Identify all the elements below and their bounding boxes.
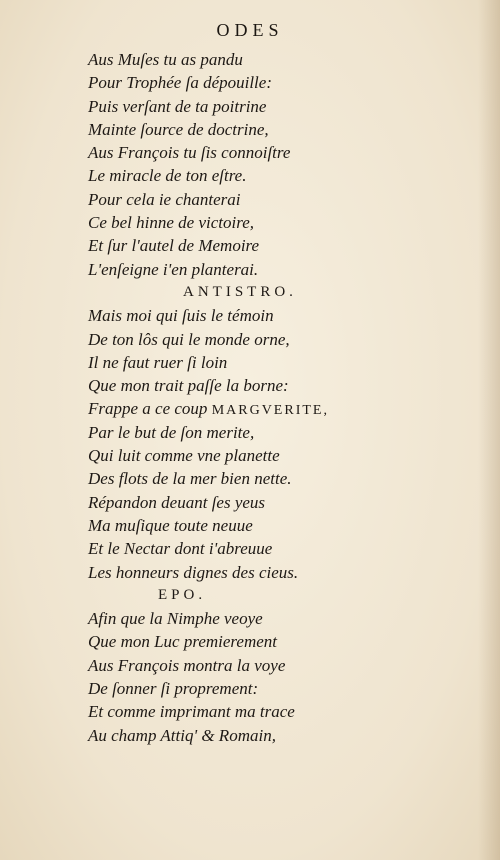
verse-line: Ce bel hinne de victoire, bbox=[88, 213, 255, 233]
verse-line: Il ne faut ruer ſi loin bbox=[88, 352, 228, 372]
verse-line: Et le Nectar dont i'abreuue bbox=[88, 539, 273, 559]
verse-line: De ſonner ſi proprement: bbox=[88, 679, 259, 699]
verse-line: Au champ Attiq' & Romain, bbox=[88, 725, 276, 745]
verse-line: Puis verſant de ta poitrine bbox=[88, 96, 267, 116]
verse-line: Aus Muſes tu as pandu bbox=[88, 50, 243, 69]
verse-line: Et ſur l'autel de Memoire bbox=[88, 236, 260, 256]
running-head: ODES bbox=[216, 20, 284, 40]
verse-line: Pour cela ie chanterai bbox=[88, 189, 241, 209]
verse-line: Aus François montra la voye bbox=[88, 655, 286, 675]
verse-line: Et comme imprimant ma trace bbox=[88, 702, 295, 722]
verse-line-text: Frappe a ce coup bbox=[88, 399, 212, 419]
verse-line: Que mon trait paſſe la borne: bbox=[88, 376, 289, 396]
verse-line: Le miracle de ton eſtre. bbox=[88, 166, 247, 186]
verse-line: Mais moi qui ſuis le témoin bbox=[88, 306, 274, 326]
verse-line: Les honneurs dignes des cieus. bbox=[88, 562, 299, 582]
verse-line: Ma muſique toute neuue bbox=[88, 515, 253, 535]
verse-line: Mainte ſource de doctrine, bbox=[88, 119, 269, 139]
section-heading-antistro: ANTISTRO. bbox=[183, 283, 297, 300]
verse-line: L'enſeigne i'en planterai. bbox=[88, 259, 259, 279]
verse-line-margverite bbox=[88, 397, 488, 420]
verse-line: Des flots de la mer bien nette. bbox=[88, 469, 292, 489]
section-heading-epo: EPO. bbox=[158, 586, 207, 603]
verse-line: Afin que la Nimphe veoye bbox=[88, 609, 263, 629]
verse-line: Aus François tu ſis connoiſtre bbox=[88, 143, 291, 163]
name-margverite: MARGVERITE, bbox=[211, 403, 329, 419]
verse-line: Qui luit comme vne planette bbox=[88, 446, 280, 466]
verse-line: Par le but de ſon merite, bbox=[88, 422, 255, 442]
verse-line: Pour Trophée ſa dépouille: bbox=[88, 73, 272, 93]
ode-verse bbox=[88, 48, 488, 747]
verse-line: Répandon deuant ſes yeus bbox=[88, 492, 266, 512]
verse-line: Que mon Luc premierement bbox=[88, 632, 278, 652]
verse-line: De ton lôs qui le monde orne, bbox=[88, 329, 290, 349]
